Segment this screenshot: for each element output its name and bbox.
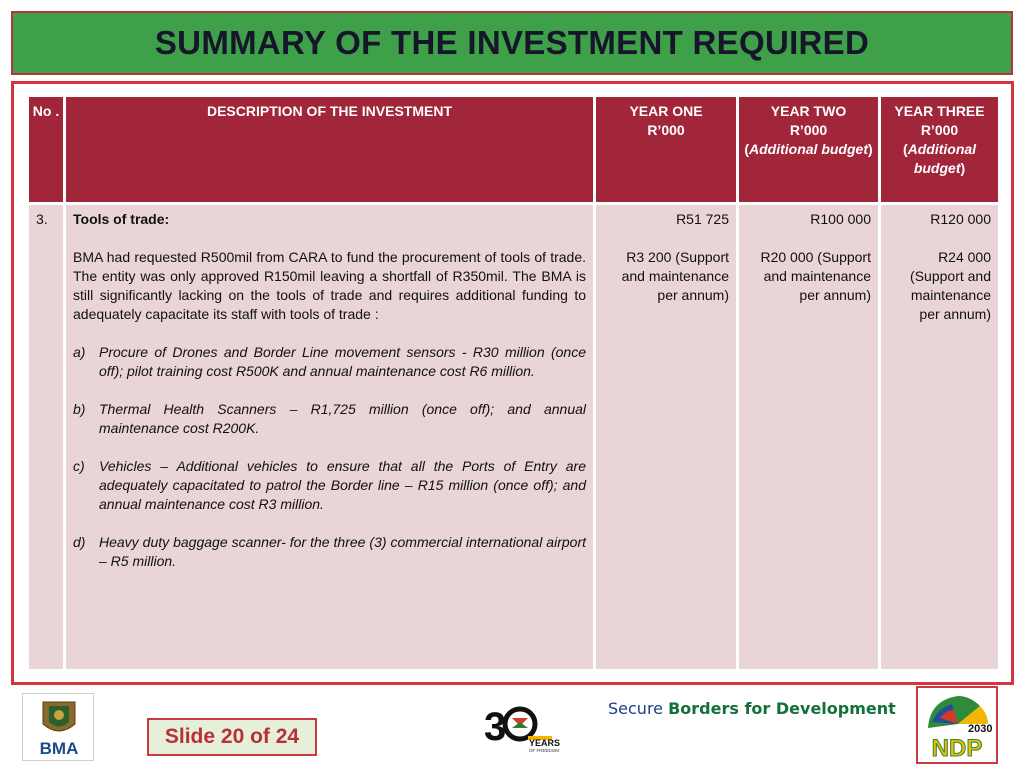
table-row bbox=[28, 204, 1000, 671]
list-item-text: Procure of Drones and Border Line movement sensors - R30 million (once off); pilot training cost R500K and annual maintenance cost R6 million. bbox=[99, 344, 586, 379]
list-item bbox=[73, 400, 586, 438]
slide-counter bbox=[147, 718, 317, 756]
year-one-support: R3 200 (Support and maintenance per annum) bbox=[621, 249, 729, 303]
list-item-label: c) bbox=[73, 458, 85, 474]
thirty-years-icon bbox=[482, 700, 561, 753]
year-three-cell bbox=[880, 204, 1000, 671]
page-title: SUMMARY OF THE INVESTMENT REQUIRED bbox=[154, 24, 870, 61]
tagline-prefix: Secure bbox=[608, 699, 669, 718]
tagline bbox=[608, 699, 896, 718]
header-year-three bbox=[880, 96, 1000, 204]
header-year-one-unit: R’000 bbox=[647, 122, 685, 138]
list-item-text: Thermal Health Scanners – R1,725 million (once off); and annual maintenance cost R200K. bbox=[99, 401, 586, 436]
thirty-logo-sub: OF FREEDOM bbox=[529, 748, 559, 753]
header-year-two bbox=[738, 96, 880, 204]
header-year-three-note: Additional budget bbox=[907, 141, 977, 176]
header-year-one-label: YEAR ONE bbox=[629, 103, 703, 119]
header-year-two-label: YEAR TWO bbox=[770, 103, 847, 119]
list-item-text: Heavy duty baggage scanner- for the three (3) commercial international airport – R5 million. bbox=[99, 534, 586, 569]
row-paragraph: BMA had requested R500mil from CARA to fund the procurement of tools of trade. The entity was only approved R150mil leaving a shortfall of R350mil. The BMA is still significantly lacking on the tools of trade and requires additional funding to adequately capacitate its staff with tools of trade : bbox=[73, 249, 586, 322]
year-three-amount: R120 000 bbox=[930, 211, 991, 227]
thirty-logo-years: YEARS bbox=[529, 738, 561, 748]
year-one-cell bbox=[595, 204, 738, 671]
list-item-label: d) bbox=[73, 534, 86, 550]
header-year-three-note-wrap: (Additional budget) bbox=[902, 141, 977, 176]
list-item-label: a) bbox=[73, 344, 86, 360]
bma-logo bbox=[22, 693, 94, 761]
year-two-amount: R100 000 bbox=[810, 211, 871, 227]
list-item-label: b) bbox=[73, 401, 86, 417]
investment-table bbox=[26, 94, 1001, 672]
row-heading: Tools of trade: bbox=[73, 211, 170, 227]
thirty-years-logo bbox=[482, 700, 561, 753]
tagline-strong: Borders for Development bbox=[668, 699, 896, 718]
content-frame bbox=[11, 81, 1014, 685]
ndp-text: NDP bbox=[931, 735, 983, 762]
year-three-support: R24 000 (Support and maintenance per annum) bbox=[910, 249, 991, 322]
svg-text:3: 3 bbox=[484, 705, 507, 749]
list-item bbox=[73, 343, 586, 381]
slide-counter-text: Slide 20 of 24 bbox=[164, 725, 300, 748]
header-year-two-note-wrap: (Additional budget) bbox=[744, 141, 873, 157]
ndp-emblem-icon bbox=[918, 688, 996, 762]
ndp-logo bbox=[916, 686, 998, 764]
table-header-row bbox=[28, 96, 1000, 204]
year-two-support: R20 000 (Support and maintenance per annum) bbox=[760, 249, 871, 303]
header-year-two-unit: R’000 bbox=[789, 122, 828, 138]
header-description bbox=[65, 96, 595, 204]
list-item bbox=[73, 533, 586, 571]
ndp-year: 2030 bbox=[968, 723, 993, 735]
row-number: 3. bbox=[28, 204, 65, 671]
header-no bbox=[28, 96, 65, 204]
header-no-text: No . bbox=[32, 103, 60, 119]
header-year-three-label: YEAR THREE bbox=[894, 103, 985, 119]
header-year-one bbox=[595, 96, 738, 204]
year-one-amount: R51 725 bbox=[676, 211, 729, 227]
bma-emblem-icon bbox=[23, 694, 95, 762]
year-two-cell bbox=[738, 204, 880, 671]
header-description-text: DESCRIPTION OF THE INVESTMENT bbox=[206, 103, 452, 119]
header-year-two-note: Additional budget bbox=[749, 141, 868, 157]
header-year-three-unit: R’000 bbox=[920, 122, 959, 138]
list-item bbox=[73, 457, 586, 514]
list-item-text: Vehicles – Additional vehicles to ensure that all the Ports of Entry are adequately capacitated to patrol the Border line – R15 million (once off); and annual maintenance cost R3 million. bbox=[99, 458, 586, 512]
bma-logo-text: BMA bbox=[39, 739, 79, 758]
row-description bbox=[65, 204, 595, 671]
title-banner bbox=[11, 11, 1013, 75]
